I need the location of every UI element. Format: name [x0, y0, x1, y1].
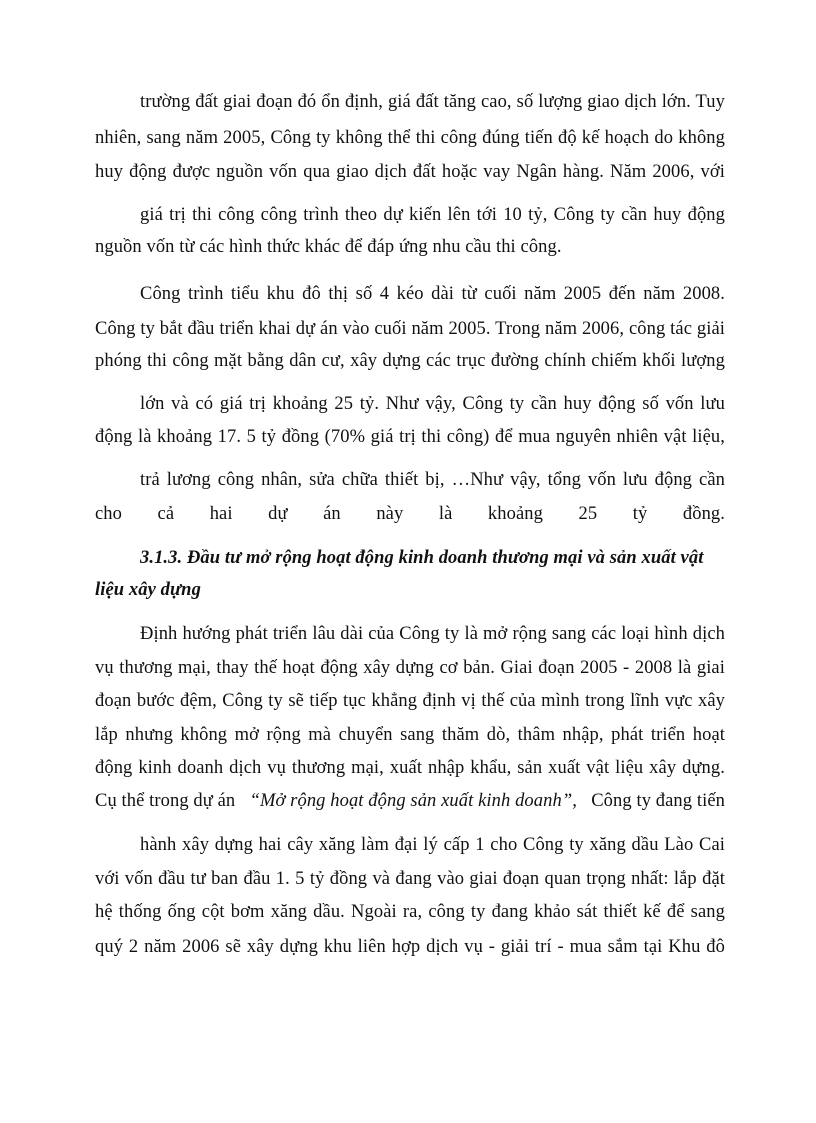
project-title-quote: “Mở rộng hoạt động sản xuất kinh doanh”, [249, 791, 577, 811]
paragraph-line: nguồn vốn từ các hình thức khác để đáp ứng nhu cầu thi công. [95, 237, 562, 257]
line-segment: Công ty đang tiến [591, 791, 725, 811]
paragraph-line: động kinh doanh dịch vụ thương mại, xuất nhập khẩu, sản xuất vật liệu xây dựng. [95, 758, 725, 778]
paragraph-line: huy động được nguồn vốn qua giao dịch đất hoặc vay Ngân hàng. Năm 2006, với [95, 162, 725, 182]
paragraph-line: phóng thi công mặt bằng dân cư, xây dựng các trục đường chính chiếm khối lượng [95, 351, 725, 371]
paragraph-line: với vốn đầu tư ban đầu 1. 5 tỷ đồng và đang vào giai đoạn quan trọng nhất: lắp đặt [95, 869, 725, 889]
paragraph-line: lắp nhưng không mở rộng mà chuyển sang thăm dò, thâm nhập, phát triển hoạt [95, 725, 725, 745]
paragraph-line: vụ thương mại, thay thế hoạt động xây dựng cơ bản. Giai đoạn 2005 - 2008 là giai [95, 658, 725, 678]
paragraph-line: động là khoảng 17. 5 tỷ đồng (70% giá trị thi công) để mua nguyên nhiên vật liệu, [95, 427, 725, 447]
paragraph-line: nhiên, sang năm 2005, Công ty không thể thi công đúng tiến độ kế hoạch do không [95, 128, 725, 148]
paragraph-line: Định hướng phát triển lâu dài của Công ty là mở rộng sang các loại hình dịch [140, 624, 725, 644]
paragraph-line: trả lương công nhân, sửa chữa thiết bị, …Như vậy, tổng vốn lưu động cần [140, 470, 725, 490]
section-heading-continued: liệu xây dựng [95, 580, 201, 600]
paragraph-line: Công ty bắt đầu triển khai dự án vào cuối năm 2005. Trong năm 2006, công tác giải [95, 319, 725, 339]
section-heading: 3.1.3. Đầu tư mở rộng hoạt động kinh doanh thương mại và sản xuất vật [140, 548, 704, 568]
line-segment: Cụ thể trong dự án [95, 791, 236, 811]
paragraph-line: giá trị thi công công trình theo dự kiến lên tới 10 tỷ, Công ty cần huy động [140, 205, 725, 225]
paragraph-line: hành xây dựng hai cây xăng làm đại lý cấp 1 cho Công ty xăng dầu Lào Cai [140, 835, 725, 855]
paragraph-line: cho cả hai dự án này là khoảng 25 tỷ đồng. [95, 504, 725, 524]
paragraph-line: lớn và có giá trị khoảng 25 tỷ. Như vậy, Công ty cần huy động số vốn lưu [140, 394, 725, 414]
paragraph-line: hệ thống ống cột bơm xăng dầu. Ngoài ra, công ty đang khảo sát thiết kế để sang [95, 902, 725, 922]
paragraph-line-mixed [95, 789, 725, 813]
paragraph-line: Công trình tiểu khu đô thị số 4 kéo dài từ cuối năm 2005 đến năm 2008. [140, 284, 725, 304]
paragraph-line: quý 2 năm 2006 sẽ xây dựng khu liên hợp dịch vụ - giải trí - mua sắm tại Khu đô [95, 937, 725, 957]
paragraph-line: trường đất giai đoạn đó ổn định, giá đất tăng cao, số lượng giao dịch lớn. Tuy [140, 92, 725, 112]
paragraph-line: đoạn bước đệm, Công ty sẽ tiếp tục khẳng định vị thế của mình trong lĩnh vực xây [95, 691, 725, 711]
